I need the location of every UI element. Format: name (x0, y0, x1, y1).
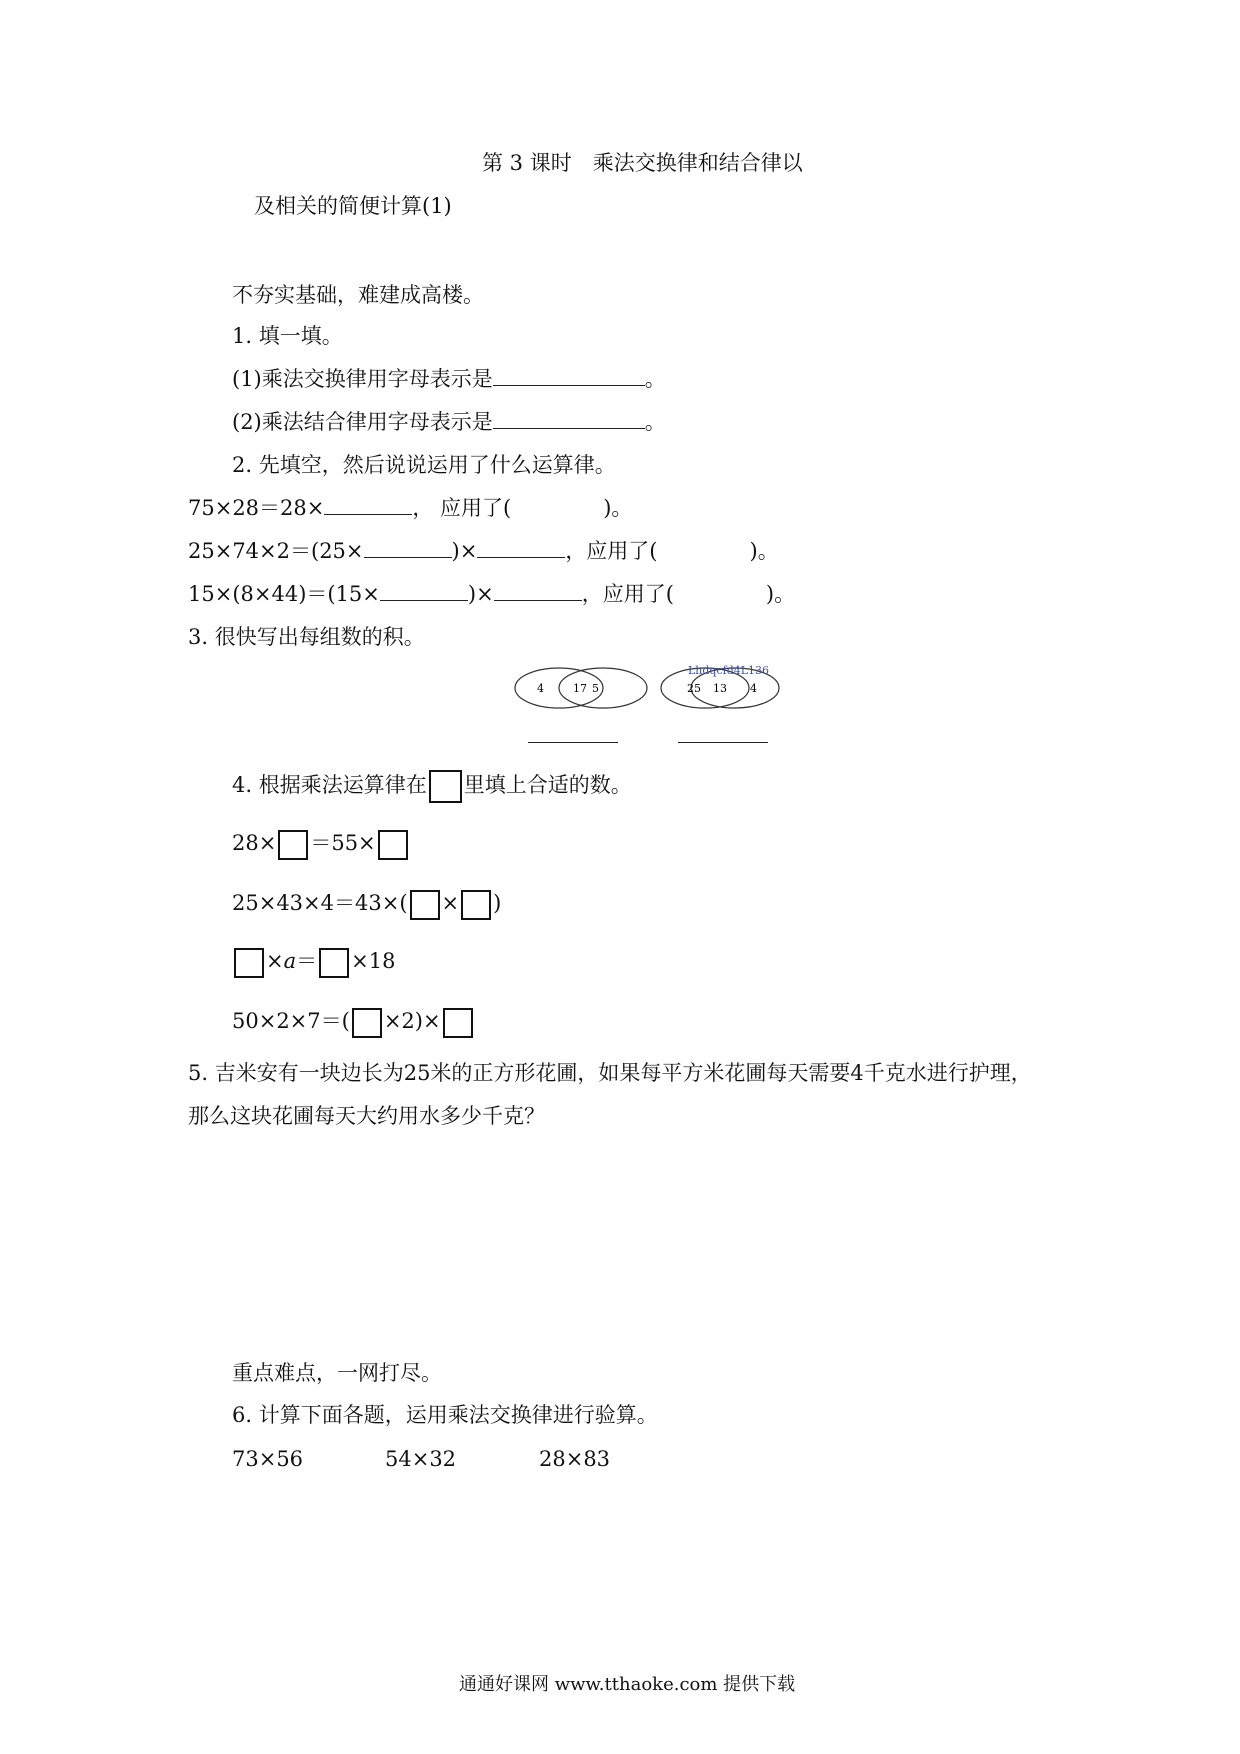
q4-row-3-a: × (266, 949, 284, 973)
q4-label-suffix: 里填上合适的数。 (463, 773, 632, 797)
q3-answer-line-1[interactable] (528, 742, 618, 743)
venn-2-left: 25 (687, 682, 701, 695)
title-line-1: 第 3 课时 乘法交换律和结合律以 (482, 151, 803, 175)
q4-row-1-box-1[interactable] (278, 830, 308, 860)
venn-watermark: Lhdqcfd4L136 (688, 664, 770, 677)
q2-row-3-expr: 15×(8×44)＝(15× (188, 582, 380, 606)
q4-row-4 (232, 1004, 475, 1038)
q1-item-2-suffix: 。 (644, 410, 666, 434)
q4-row-2 (232, 886, 501, 920)
q4-row-3-eq: ＝ (296, 949, 318, 973)
q4-row-4-box-2[interactable] (443, 1008, 473, 1038)
q6-item-2: 54×32 (385, 1447, 457, 1471)
q2-row-2 (188, 538, 779, 564)
venn-group-2 (661, 664, 779, 708)
q4-row-1-b: ＝55× (310, 831, 376, 855)
q3-label: 3. 很快写出每组数的积。 (188, 625, 425, 649)
q1-item-1 (232, 366, 666, 392)
q2-row-3-close: )。 (765, 582, 796, 606)
q6-label: 6. 计算下面各题，运用乘法交换律进行验算。 (232, 1403, 658, 1427)
q2-row-2-close: )。 (749, 539, 779, 563)
q1-item-1-suffix: 。 (644, 367, 666, 391)
q1-item-2-blank[interactable] (493, 410, 645, 429)
q1-item-2 (232, 409, 666, 435)
q4-row-3-box-2[interactable] (319, 948, 349, 978)
q4-row-1-a: 28× (232, 831, 277, 855)
q3-answer-line-2[interactable] (678, 742, 768, 743)
q2-row-2-times: )× (451, 539, 478, 563)
q4-label-box (429, 770, 462, 803)
q5-line-2: 那么这块花圃每天大约用水多少千克？ (188, 1104, 545, 1128)
q2-row-1-expr: 75×28＝28× (188, 496, 325, 520)
q4-row-2-box-1[interactable] (410, 890, 440, 920)
title-line-2: 及相关的简便计算(1) (254, 194, 452, 218)
q2-row-2-blank-1[interactable] (364, 539, 452, 558)
venn-2-mid: 13 (713, 682, 727, 695)
q4-row-3-box-1[interactable] (234, 948, 264, 978)
page-footer: 通通好课网 www.tthaoke.com 提供下载 (459, 1674, 796, 1695)
q2-row-1-close: )。 (603, 496, 633, 520)
section-heading-basics: 不夯实基础，难建成高楼。 (232, 283, 484, 307)
q4-row-4-box-1[interactable] (352, 1008, 382, 1038)
q2-row-1-blank[interactable] (324, 496, 412, 515)
q3-venn-diagrams (505, 658, 785, 718)
q4-row-3 (232, 944, 395, 978)
q2-row-3-times: )× (467, 582, 494, 606)
q2-row-2-expr: 25×74×2＝(25× (188, 539, 364, 563)
venn-group-1 (515, 668, 647, 708)
q2-row-3-blank-1[interactable] (380, 582, 468, 601)
q2-row-1-applied: ， 应用了( (412, 496, 512, 520)
q4-row-2-c: ) (493, 891, 502, 915)
q5-line-1: 5. 吉米安有一块边长为25米的正方形花圃，如果每平方米花圃每天需要4千克水进行护理， (188, 1061, 1032, 1085)
q4-row-1-box-2[interactable] (378, 830, 408, 860)
venn-1-mid: 17 (573, 682, 587, 695)
q2-row-2-applied: ，应用了( (565, 539, 658, 563)
q2-row-3-blank-2[interactable] (494, 582, 582, 601)
q1-item-2-prefix: (2)乘法结合律用字母表示是 (232, 410, 493, 434)
q6-item-3: 28×83 (539, 1447, 611, 1471)
venn-1-left: 4 (537, 682, 544, 695)
q4-label-prefix: 4. 根据乘法运算律在 (232, 773, 427, 797)
section-heading-key-points: 重点难点，一网打尽。 (232, 1361, 442, 1385)
venn-2-right: 4 (750, 682, 757, 695)
q2-row-3-applied: ，应用了( (581, 582, 674, 606)
q4-label (232, 768, 632, 803)
q4-row-2-box-2[interactable] (461, 890, 491, 920)
q2-row-1 (188, 495, 632, 521)
q4-row-3-c: ×18 (351, 949, 396, 973)
venn-1-right: 5 (592, 682, 599, 695)
q1-item-1-blank[interactable] (493, 367, 645, 386)
q2-row-2-blank-2[interactable] (477, 539, 565, 558)
q1-label: 1. 填一填。 (232, 324, 343, 348)
q4-row-1 (232, 826, 410, 860)
q4-row-4-b: ×2)× (383, 1009, 441, 1033)
q2-label: 2. 先填空，然后说说运用了什么运算律。 (232, 453, 616, 477)
q2-row-3 (188, 581, 795, 607)
q4-row-4-a: 50×2×7＝( (232, 1009, 350, 1033)
q4-row-2-a: 25×43×4＝43×( (232, 891, 408, 915)
q4-row-3-var: a (283, 949, 297, 973)
q1-item-1-prefix: (1)乘法交换律用字母表示是 (232, 367, 493, 391)
q4-row-2-b: × (441, 891, 460, 915)
q6-item-1: 73×56 (232, 1447, 304, 1471)
